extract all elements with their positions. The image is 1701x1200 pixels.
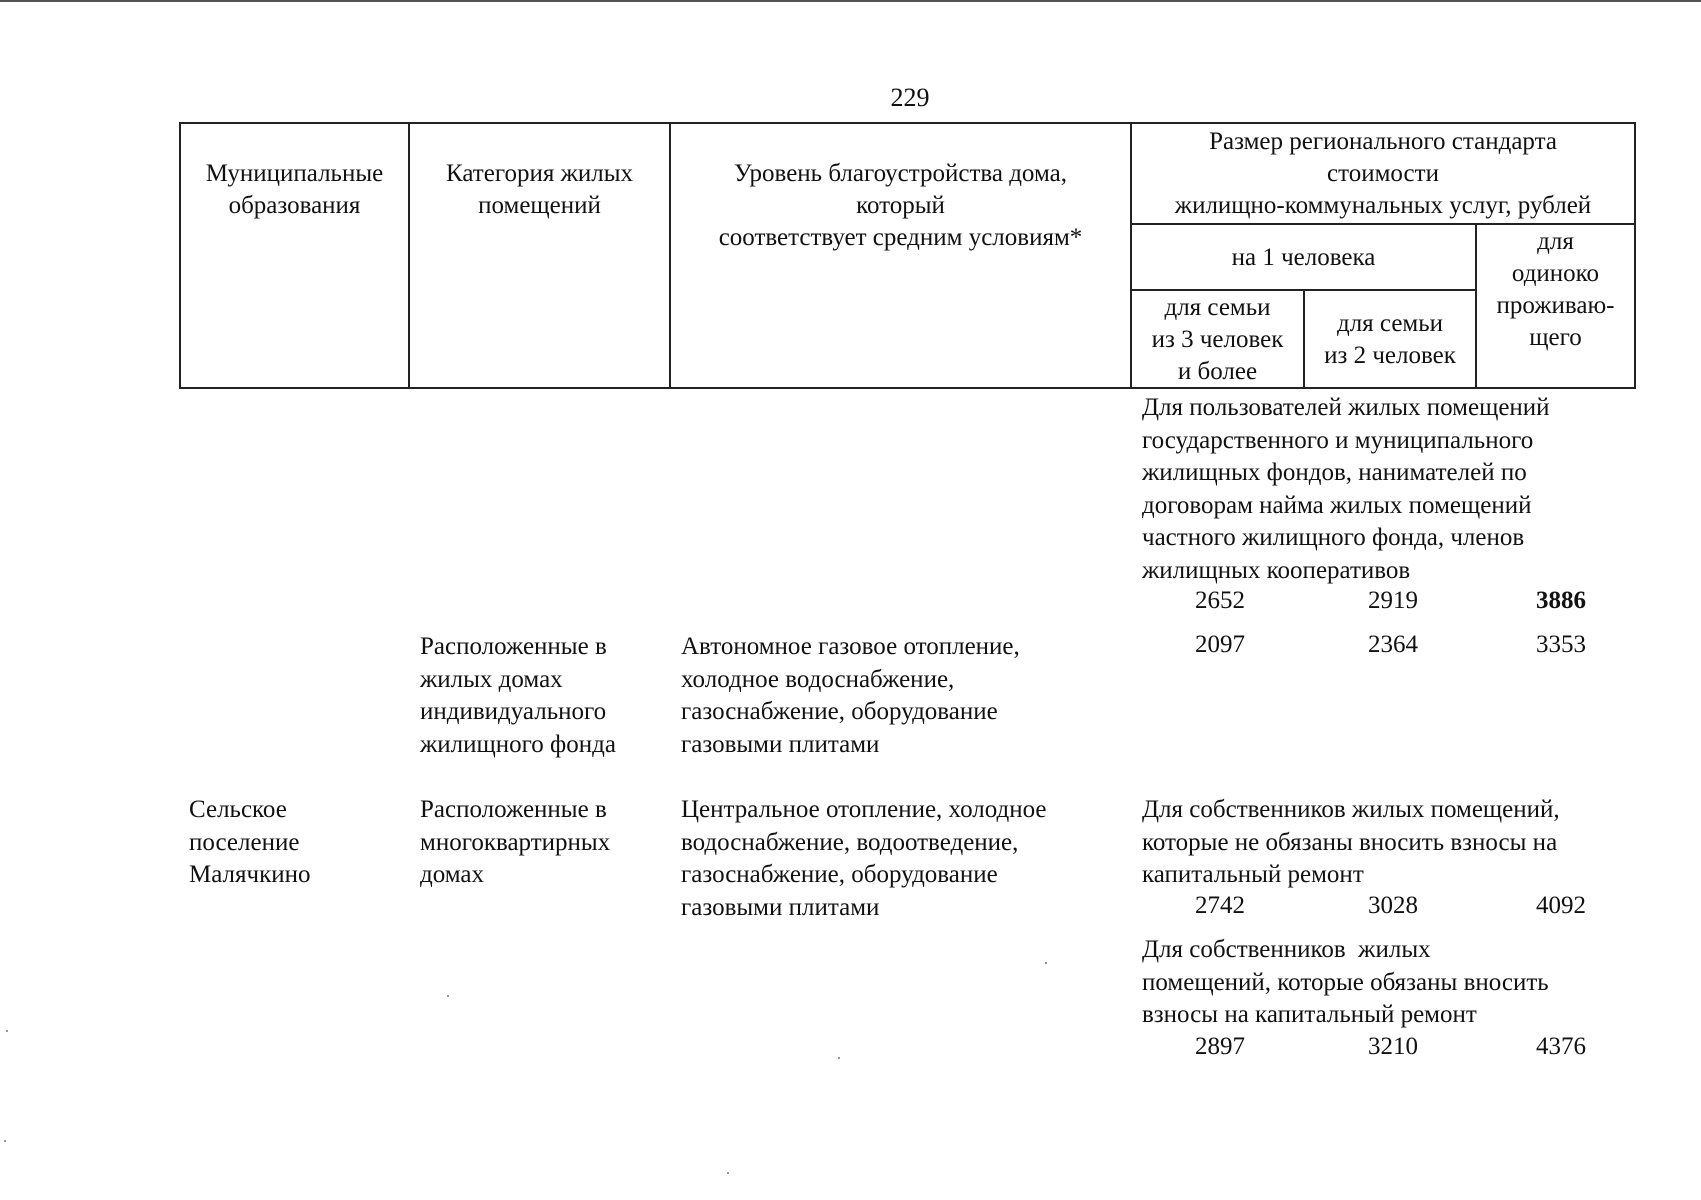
individual-level-line: холодное водоснабжение,	[681, 665, 955, 693]
users-value-single: 3886	[1536, 587, 1586, 614]
header-standard	[1132, 126, 1634, 222]
header-level-line: который	[856, 192, 945, 219]
owners-obliged-value-single: 4376	[1536, 1033, 1586, 1060]
header-level-line: Уровень благоустройства дома,	[734, 160, 1067, 187]
users-note-line: жилищных кооперативов	[1142, 556, 1411, 584]
header-family-3-line: для семьи	[1164, 294, 1271, 321]
apartment-category	[420, 794, 610, 892]
apartment-level-line: Центральное отопление, холодное	[681, 796, 1047, 823]
users-value-family-2: 2919	[1368, 587, 1418, 614]
users-note-line: договорам найма жилых помещений	[1142, 491, 1532, 519]
header-standard-line: стоимости	[1327, 160, 1439, 187]
users-note-line: Для пользователей жилых помещений	[1142, 394, 1550, 421]
users-note	[1142, 392, 1550, 587]
header-family-2-line: для семьи	[1336, 310, 1444, 337]
individual-value-family-2: 2364	[1368, 631, 1418, 658]
header-single-line: для	[1537, 228, 1574, 255]
owners-exempt-line: Для собственников жилых помещений,	[1142, 796, 1560, 823]
owners-obliged-value-family-2: 3210	[1368, 1033, 1418, 1060]
header-per-person: на 1 человека	[1231, 244, 1376, 271]
header-family-3-line: из 3 человек	[1151, 326, 1284, 353]
owners-exempt-value-single: 4092	[1536, 892, 1586, 919]
individual-category-line: жилых домах	[420, 665, 563, 693]
owners-exempt-note	[1142, 794, 1560, 892]
scan-speck	[838, 1057, 840, 1059]
users-note-line: частного жилищного фонда, членов	[1142, 524, 1525, 551]
table-border-bottom	[179, 387, 1636, 389]
header-level-line: соответствует средним условиям*	[718, 224, 1083, 251]
header-single-line: проживаю-	[1496, 292, 1615, 319]
apartment-level-line: газоснабжение, оборудование	[681, 861, 998, 888]
header-standard-line: жилищно-коммунальных услуг, рублей	[1174, 192, 1592, 219]
municipality-line: поселение	[189, 828, 300, 856]
individual-level	[681, 631, 1020, 761]
header-category: Категория жилых помещений	[446, 160, 633, 219]
apartment-level	[681, 794, 1047, 924]
individual-level-line: газовыми плитами	[681, 730, 880, 758]
owners-obliged-line: Для собственников жилых	[1142, 936, 1431, 963]
individual-level-line: Автономное газовое отопление,	[681, 633, 1020, 660]
individual-value-family-3: 2097	[1195, 631, 1245, 658]
individual-category-line: жилищного фонда	[420, 730, 616, 758]
owners-obliged-note	[1142, 934, 1549, 1032]
owners-exempt-value-family-3: 2742	[1195, 892, 1245, 919]
scan-speck	[4, 1140, 6, 1142]
individual-category-line: Расположенные в	[420, 633, 607, 660]
header-single-line: щего	[1529, 324, 1582, 351]
owners-obliged-value-family-3: 2897	[1195, 1033, 1245, 1060]
header-family-2-line: из 2 человек	[1324, 342, 1456, 369]
table-rule-standard	[1130, 223, 1636, 225]
municipality-line: Малячкино	[189, 861, 311, 888]
apartment-level-line: водоснабжение, водоотведение,	[681, 828, 1019, 856]
users-value-family-3: 2652	[1195, 587, 1245, 614]
owners-obliged-line: взносы на капитальный ремонт	[1142, 1001, 1477, 1028]
header-family-3	[1132, 292, 1303, 388]
individual-category	[420, 631, 616, 761]
owners-exempt-line: которые не обязаны вносить взносы на	[1142, 828, 1558, 856]
header-single	[1477, 226, 1634, 354]
individual-category-line: индивидуального	[420, 698, 607, 725]
individual-value-single: 3353	[1536, 631, 1586, 658]
scan-speck	[1045, 962, 1047, 964]
header-family-2	[1305, 308, 1475, 372]
individual-level-line: газоснабжение, оборудование	[681, 698, 998, 725]
page-number: 229	[890, 83, 930, 112]
municipality-line: Сельское	[189, 796, 287, 823]
municipality-name	[189, 794, 311, 892]
scan-speck	[447, 995, 449, 997]
users-note-line: жилищных фондов, нанимателей по	[1142, 459, 1527, 486]
header-single-line: одиноко	[1511, 260, 1600, 287]
apartment-category-line: многоквартирных	[420, 828, 611, 856]
header-level	[671, 158, 1130, 254]
top-rule	[0, 0, 1701, 2]
table-border-top	[179, 122, 1636, 124]
apartment-category-line: Расположенные в	[420, 796, 607, 823]
scan-speck	[727, 1172, 729, 1174]
owners-obliged-line: помещений, которые обязаны вносить	[1142, 968, 1549, 996]
scan-speck	[6, 1030, 8, 1032]
owners-exempt-line: капитальный ремонт	[1142, 861, 1364, 888]
header-family-3-line: и более	[1177, 358, 1258, 385]
owners-exempt-value-family-2: 3028	[1368, 892, 1418, 919]
apartment-level-line: газовыми плитами	[681, 893, 880, 921]
header-standard-line: Размер регионального стандарта	[1209, 128, 1557, 155]
table-border-right	[1634, 122, 1636, 389]
apartment-category-line: домах	[420, 861, 484, 888]
header-municipal: Муниципальные образования	[205, 160, 384, 219]
users-note-line: государственного и муниципального	[1142, 426, 1534, 454]
